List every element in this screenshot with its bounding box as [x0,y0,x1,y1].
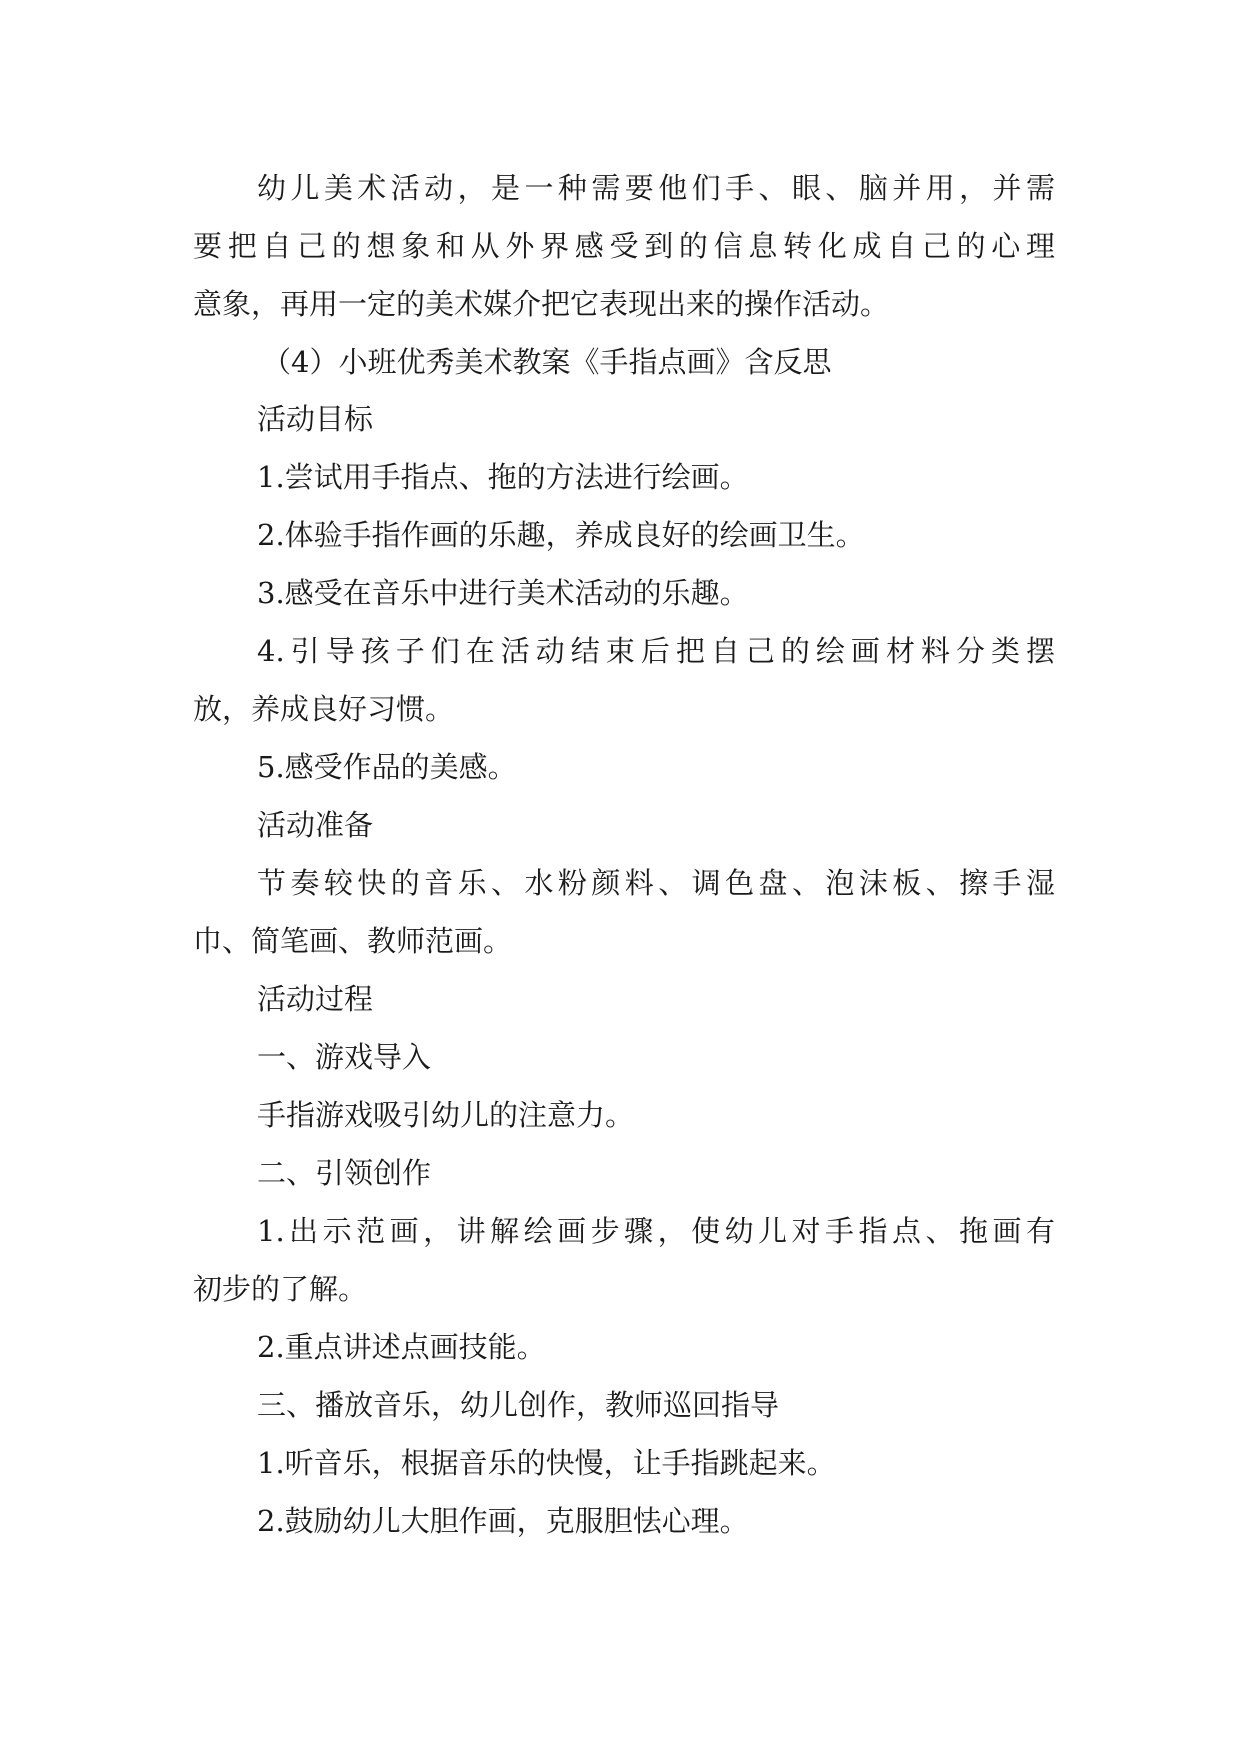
list-item: 5.感受作品的美感。 [257,750,517,784]
list-item: 2.体验手指作画的乐趣，养成良好的绘画卫生。 [257,518,865,552]
step-heading: 三、播放音乐，幼儿创作，教师巡回指导 [257,1388,780,1422]
list-item: 2.鼓励幼儿大胆作画，克服胆怯心理。 [257,1504,749,1538]
list-item-continuation: 初步的了解。 [193,1272,368,1306]
section-heading: （4）小班优秀美术教案《手指点画》含反思 [262,345,832,379]
list-item: 2.重点讲述点画技能。 [257,1330,546,1364]
paragraph-line: 节奏较快的音乐、水粉颜料、调色盘、泡沫板、擦手湿 [257,866,1055,900]
paragraph-line: 幼儿美术活动，是一种需要他们手、眼、脑并用，并需 [257,171,1055,205]
list-item: 1.尝试用手指点、拖的方法进行绘画。 [257,460,749,494]
paragraph-line: 手指游戏吸引幼儿的注意力。 [257,1098,635,1132]
paragraph-line: 要把自己的想象和从外界感受到的信息转化成自己的心理 [193,229,1055,263]
paragraph-line: 意象，再用一定的美术媒介把它表现出来的操作活动。 [193,287,890,321]
subsection-heading: 活动目标 [257,402,374,436]
subsection-heading: 活动准备 [257,808,374,842]
list-item: 3.感受在音乐中进行美术活动的乐趣。 [257,576,749,610]
list-item: 1.听音乐，根据音乐的快慢，让手指跳起来。 [257,1446,836,1480]
paragraph-line: 巾、简笔画、教师范画。 [193,924,513,958]
subsection-heading: 活动过程 [257,982,374,1016]
list-item: 1.出示范画，讲解绘画步骤，使幼儿对手指点、拖画有 [257,1214,1055,1248]
step-heading: 二、引领创作 [257,1156,432,1190]
list-item-continuation: 放，养成良好习惯。 [193,692,455,726]
list-item: 4.引导孩子们在活动结束后把自己的绘画材料分类摆 [257,634,1055,668]
step-heading: 一、游戏导入 [257,1040,432,1074]
